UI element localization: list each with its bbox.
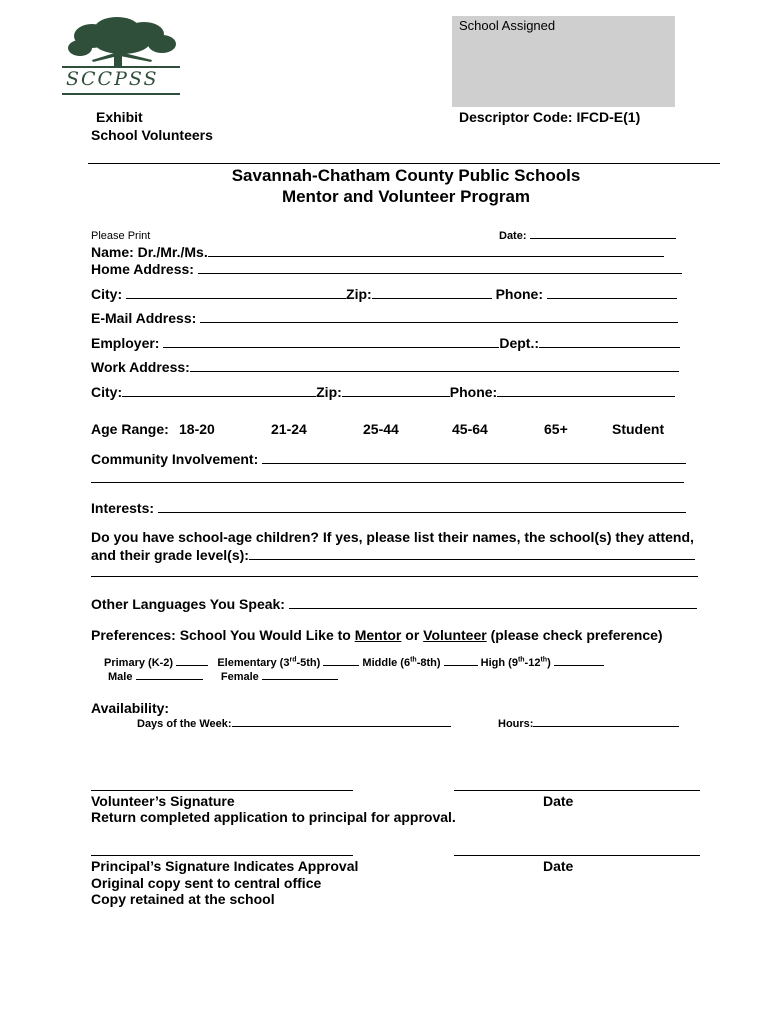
middle-label: Middle (6 (362, 657, 411, 669)
work-phone-label: Phone: (449, 384, 498, 400)
interests-label: Interests: (91, 500, 155, 516)
principal-date-label: Date (543, 858, 574, 874)
form-subtitle: Mentor and Volunteer Program (281, 187, 531, 206)
dept-label: Dept.: (499, 335, 540, 351)
high-sup-1: th (517, 656, 525, 664)
volunteer-date-line[interactable] (454, 790, 700, 791)
email-label: E-Mail Address: (91, 310, 197, 326)
district-logo (62, 16, 184, 96)
descriptor-code: Descriptor Code: IFCD-E(1) (459, 109, 641, 125)
community-field[interactable] (262, 450, 686, 464)
preferences-row (91, 627, 663, 643)
children-label: and their grade level(s): (91, 547, 249, 563)
gender-row (108, 670, 338, 683)
home-address-label: Home Address: (91, 261, 194, 277)
age-option-18-20[interactable]: 18-20 (179, 421, 215, 437)
phone-label: Phone: (495, 286, 544, 302)
volunteer-date-label: Date (543, 793, 574, 809)
work-city-field[interactable] (122, 383, 316, 397)
children-question: Do you have school-age children? If yes, please list their names, the school(s) they attend, (91, 529, 694, 545)
return-instruction: Return completed application to principal for approval. (91, 809, 456, 825)
zip-field[interactable] (372, 285, 492, 299)
name-label: Name: Dr./Mr./Ms. (91, 244, 208, 260)
high-field[interactable] (554, 656, 604, 666)
middle-field[interactable] (444, 656, 478, 666)
children-field-2[interactable] (91, 576, 698, 577)
children-row (91, 546, 695, 563)
original-copy-note: Original copy sent to central office (91, 875, 322, 891)
header-divider (88, 163, 720, 164)
female-label: Female (220, 671, 259, 683)
work-address-label: Work Address: (91, 359, 190, 375)
preferences-label: Preferences: School You Would Like to (91, 627, 355, 643)
date-label: Date: (499, 230, 527, 242)
phone-field[interactable] (547, 285, 677, 299)
days-label: Days of the Week: (137, 718, 232, 730)
community-field-2[interactable] (91, 482, 684, 483)
interests-row (91, 499, 686, 516)
languages-label: Other Languages You Speak: (91, 596, 285, 612)
high-label-mid: -12 (524, 657, 541, 669)
elementary-label-end: -5th) (296, 657, 321, 669)
elementary-label: Elementary (3 (217, 657, 290, 669)
days-row (137, 716, 451, 730)
high-label-end: ) (547, 657, 551, 669)
principal-date-line[interactable] (454, 855, 700, 856)
work-zip-field[interactable] (342, 383, 450, 397)
community-label: Community Involvement: (91, 451, 259, 467)
high-label: High (9 (480, 657, 518, 669)
principal-signature-label: Principal’s Signature Indicates Approval (91, 858, 359, 874)
oak-tree-icon (62, 16, 184, 68)
age-option-65-plus[interactable]: 65+ (544, 421, 568, 437)
work-city-row (91, 383, 675, 400)
high-sup-2: th (540, 656, 548, 664)
please-print-label: Please Print (91, 230, 151, 242)
availability-label: Availability: (91, 700, 170, 716)
work-address-field[interactable] (190, 358, 679, 372)
age-range-label: Age Range: (91, 421, 169, 437)
employer-row (91, 334, 680, 351)
city-label: City: (91, 286, 123, 302)
zip-label: Zip: (346, 286, 372, 302)
logo-text: SCCPSS (66, 68, 159, 90)
volunteer-signature-label: Volunteer’s Signature (91, 793, 235, 809)
hours-row (498, 716, 679, 730)
mentor-option[interactable]: Mentor (354, 627, 402, 643)
city-field[interactable] (126, 285, 346, 299)
school-assigned-label: School Assigned (459, 18, 556, 33)
employer-label: Employer: (91, 335, 160, 351)
work-zip-label: Zip: (316, 384, 342, 400)
male-field[interactable] (136, 670, 203, 680)
volunteer-signature-line[interactable] (91, 790, 353, 791)
date-field[interactable] (530, 228, 676, 239)
volunteer-option[interactable]: Volunteer (423, 627, 487, 643)
home-address-row (91, 260, 682, 277)
home-address-field[interactable] (198, 260, 682, 274)
date-row (499, 228, 676, 242)
age-option-21-24[interactable]: 21-24 (271, 421, 307, 437)
languages-row (91, 595, 697, 612)
male-label: Male (108, 671, 133, 683)
exhibit-label: Exhibit (96, 109, 143, 125)
email-row (91, 309, 678, 326)
school-volunteers-label: School Volunteers (91, 127, 213, 143)
age-option-student[interactable]: Student (612, 421, 665, 437)
children-field[interactable] (249, 546, 695, 560)
middle-label-end: -8th) (416, 657, 441, 669)
grade-level-row (104, 656, 604, 669)
name-row (91, 243, 664, 260)
hours-label: Hours: (498, 718, 534, 730)
city-row (91, 285, 677, 302)
preference-hint: (please check preference) (486, 627, 663, 643)
form-title: Savannah-Chatham County Public Schools (231, 166, 581, 185)
interests-field[interactable] (158, 499, 686, 513)
email-field[interactable] (200, 309, 678, 323)
elementary-field[interactable] (323, 656, 359, 666)
primary-field[interactable] (176, 656, 208, 666)
age-option-25-44[interactable]: 25-44 (363, 421, 399, 437)
or-text: or (401, 627, 424, 643)
work-phone-field[interactable] (497, 383, 675, 397)
principal-signature-line[interactable] (91, 855, 353, 856)
work-address-row (91, 358, 679, 375)
name-field[interactable] (208, 243, 664, 257)
work-city-label: City: (91, 384, 123, 400)
days-field[interactable] (232, 716, 451, 727)
school-assigned-box[interactable] (452, 16, 675, 107)
female-field[interactable] (262, 670, 338, 680)
languages-field[interactable] (289, 595, 697, 609)
hours-field[interactable] (533, 716, 679, 727)
middle-sup: th (410, 656, 417, 664)
community-row (91, 450, 686, 467)
copy-retained-note: Copy retained at the school (91, 891, 275, 907)
elementary-sup: rd (289, 656, 297, 664)
employer-field[interactable] (163, 334, 499, 348)
dept-field[interactable] (539, 334, 680, 348)
age-option-45-64[interactable]: 45-64 (452, 421, 488, 437)
primary-label: Primary (K-2) (104, 657, 174, 669)
